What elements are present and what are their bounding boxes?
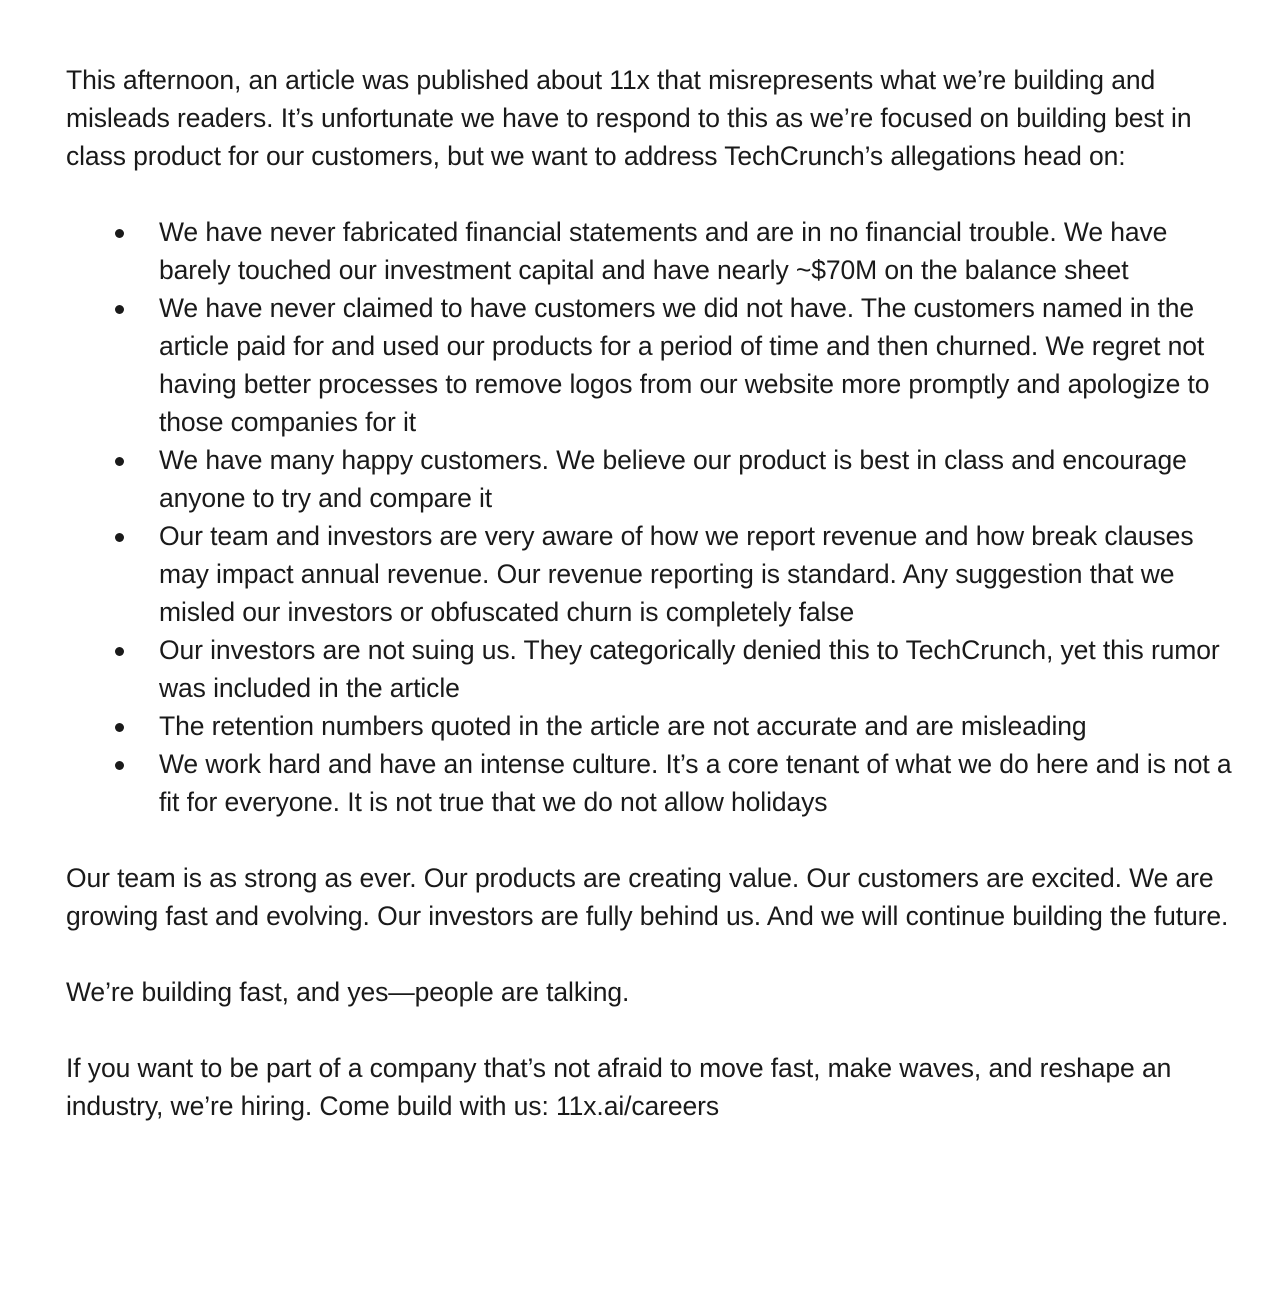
list-item	[66, 745, 1246, 821]
document-body	[66, 61, 1246, 1125]
list-item-text: Our team and investors are very aware of how we report revenue and how break clauses may impact annual revenue. Our revenue reporting is standard. Any suggestion that we misled our investors or obfuscated churn is completely false	[159, 521, 1194, 627]
paragraph-spacer	[66, 935, 1246, 973]
bullet-icon	[115, 761, 124, 770]
bullet-icon	[115, 647, 124, 656]
bullet-icon	[115, 533, 124, 542]
list-item-text: We have never fabricated financial statements and are in no financial trouble. We have barely touched our investment capital and have nearly ~$70M on the balance sheet	[159, 217, 1168, 285]
bullet-icon	[115, 229, 124, 238]
intro-paragraph: This afternoon, an article was published about 11x that misrepresents what we’re building and misleads readers. It’s unfortunate we have to respond to this as we’re focused on building best in class product for our customers, but we want to address TechCrunch’s allegations head on:	[66, 65, 1192, 171]
list-item	[66, 213, 1246, 289]
building-paragraph: We’re building fast, and yes—people are talking.	[66, 977, 630, 1007]
bullet-icon	[115, 723, 124, 732]
list-item-text: The retention numbers quoted in the article are not accurate and are misleading	[159, 711, 1087, 741]
bullet-icon	[115, 457, 124, 466]
team-paragraph: Our team is as strong as ever. Our products are creating value. Our customers are excited. We are growing fast and evolving. Our investors are fully behind us. And we will continue building the future.	[66, 863, 1229, 931]
list-item	[66, 631, 1246, 707]
list-item-text: We have never claimed to have customers we did not have. The customers named in the article paid for and used our products for a period of time and then churned. We regret not having better processes to remove logos from our website more promptly and apologize to those companies for it	[159, 293, 1210, 437]
list-item-text: We work hard and have an intense culture. It’s a core tenant of what we do here and is not a fit for everyone. It is not true that we do not allow holidays	[159, 749, 1232, 817]
list-item	[66, 707, 1246, 745]
list-item	[66, 289, 1246, 441]
paragraph-spacer	[66, 1011, 1246, 1049]
allegations-list	[66, 213, 1246, 821]
hiring-paragraph: If you want to be part of a company that’s not afraid to move fast, make waves, and reshape an industry, we’re hiring. Come build with us: 11x.ai/careers	[66, 1053, 1172, 1121]
bullet-icon	[115, 305, 124, 314]
list-item-text: Our investors are not suing us. They categorically denied this to TechCrunch, yet this rumor was included in the article	[159, 635, 1220, 703]
list-item	[66, 517, 1246, 631]
list-item	[66, 441, 1246, 517]
list-item-text: We have many happy customers. We believe our product is best in class and encourage anyone to try and compare it	[159, 445, 1187, 513]
